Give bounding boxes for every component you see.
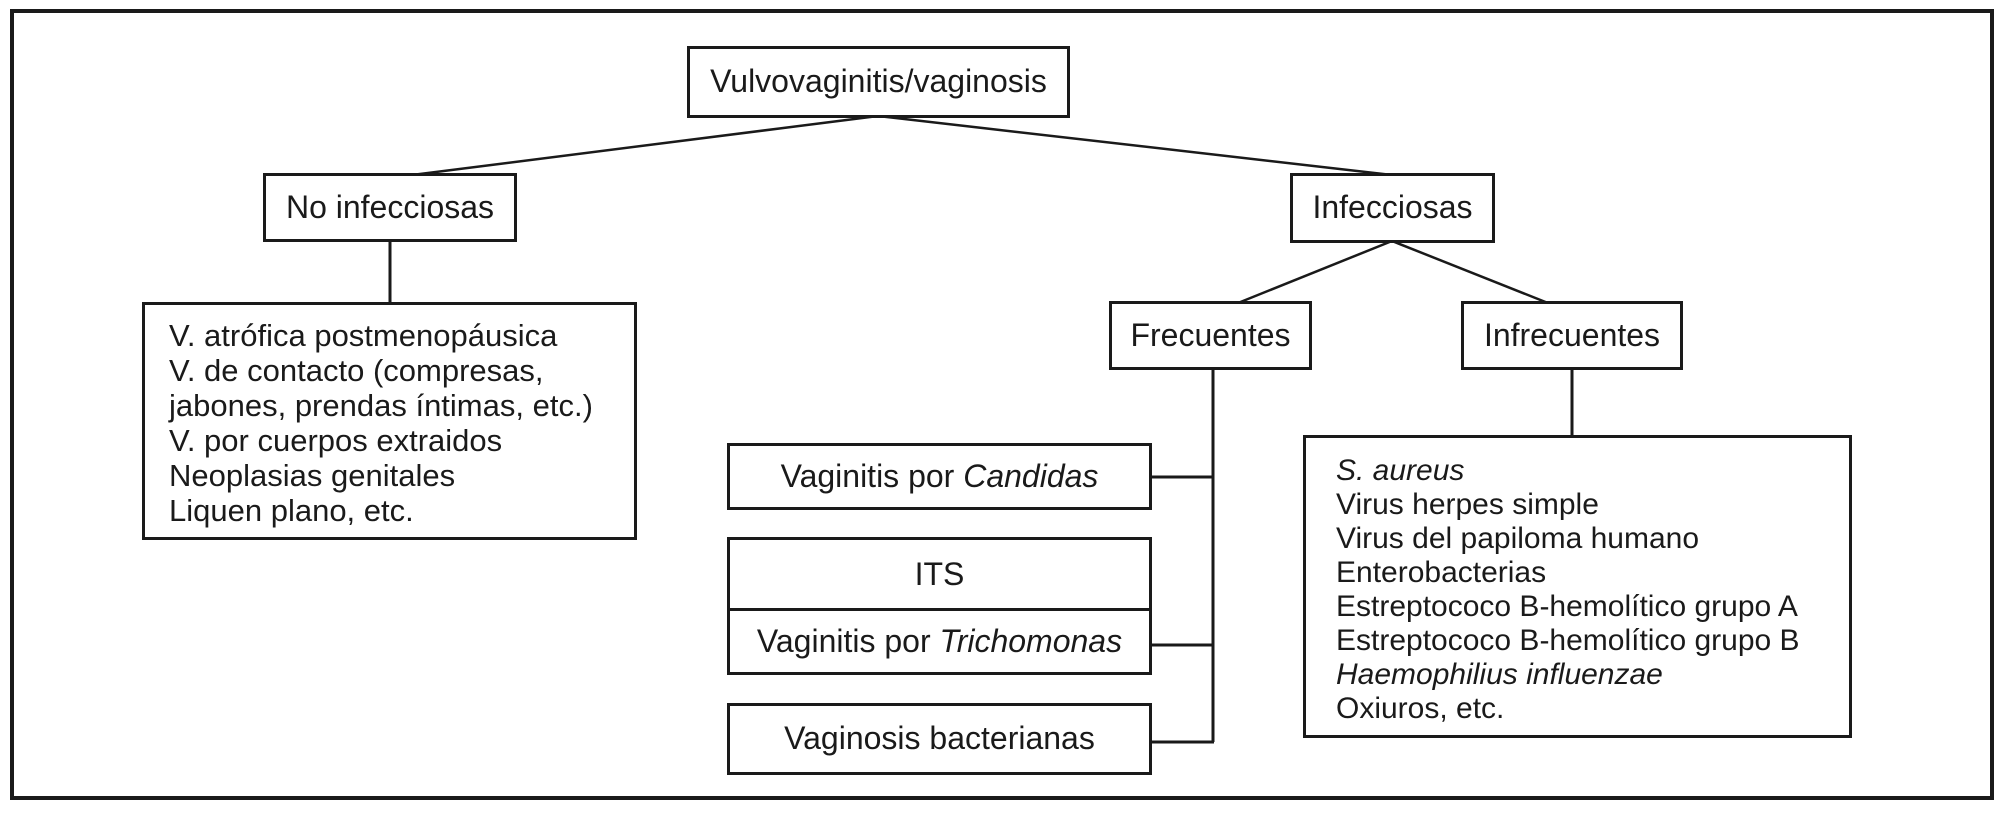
connector-infecciosas-to-frecuentes <box>1238 241 1392 303</box>
node-frecuentes <box>1109 301 1312 370</box>
list-item: Haemophilius influenzae <box>1336 658 1663 691</box>
node-its-trichomonas-group <box>727 537 1152 675</box>
list-item: Virus herpes simple <box>1336 488 1599 521</box>
node-infrecuentes-label: Infrecuentes <box>1483 316 1661 353</box>
list-item: Virus del papiloma humano <box>1336 522 1700 555</box>
list-item: Estreptococo B-hemolítico grupo A <box>1336 590 1798 623</box>
list-item: Estreptococo B-hemolítico grupo B <box>1336 624 1800 657</box>
node-vaginosis-bacterianas-label: Vaginosis bacterianas <box>784 720 1095 757</box>
list-item: Enterobacterias <box>1336 556 1547 589</box>
list-item: V. atrófica postmenopáusica <box>169 318 558 353</box>
node-infecciosas <box>1290 173 1495 243</box>
node-infecciosas-label: Infecciosas <box>1312 189 1473 226</box>
list-item: V. por cuerpos extraidos <box>169 423 503 458</box>
list-item: V. de contacto (compresas, <box>169 353 544 388</box>
node-vaginitis-candidas <box>727 443 1152 510</box>
node-its-label: ITS <box>914 555 965 592</box>
species-name-candidas: Candidas <box>963 457 1099 494</box>
list-item: Oxiuros, etc. <box>1336 692 1505 725</box>
node-vaginitis-trichomonas <box>730 611 1149 672</box>
species-name-trichomonas: Trichomonas <box>939 623 1123 659</box>
list-item: S. aureus <box>1336 454 1465 487</box>
node-no-infecciosas-label: No infecciosas <box>285 188 495 225</box>
node-vaginitis-candidas-label: Vaginitis por Candidas <box>780 457 1099 494</box>
connector-root-to-infecciosas <box>878 116 1392 175</box>
node-root <box>687 46 1070 118</box>
node-vaginosis-bacterianas <box>727 703 1152 775</box>
connector-root-to-no-infecciosas <box>412 116 878 175</box>
node-vaginitis-trichomonas-label: Vaginitis por Trichomonas <box>756 623 1123 659</box>
infrecuentes-list-box <box>1303 435 1852 738</box>
node-no-infecciosas <box>263 173 517 242</box>
no-infecciosas-list-box <box>142 302 637 540</box>
list-item: jabones, prendas íntimas, etc.) <box>169 388 593 423</box>
node-its <box>730 540 1149 611</box>
node-frecuentes-label: Frecuentes <box>1130 316 1291 353</box>
list-item: Neoplasias genitales <box>169 458 456 493</box>
node-infrecuentes <box>1461 301 1683 370</box>
list-item: Liquen plano, etc. <box>169 493 414 528</box>
node-root-label: Vulvovaginitis/vaginosis <box>710 63 1047 100</box>
connector-infecciosas-to-infrecuentes <box>1392 241 1548 303</box>
